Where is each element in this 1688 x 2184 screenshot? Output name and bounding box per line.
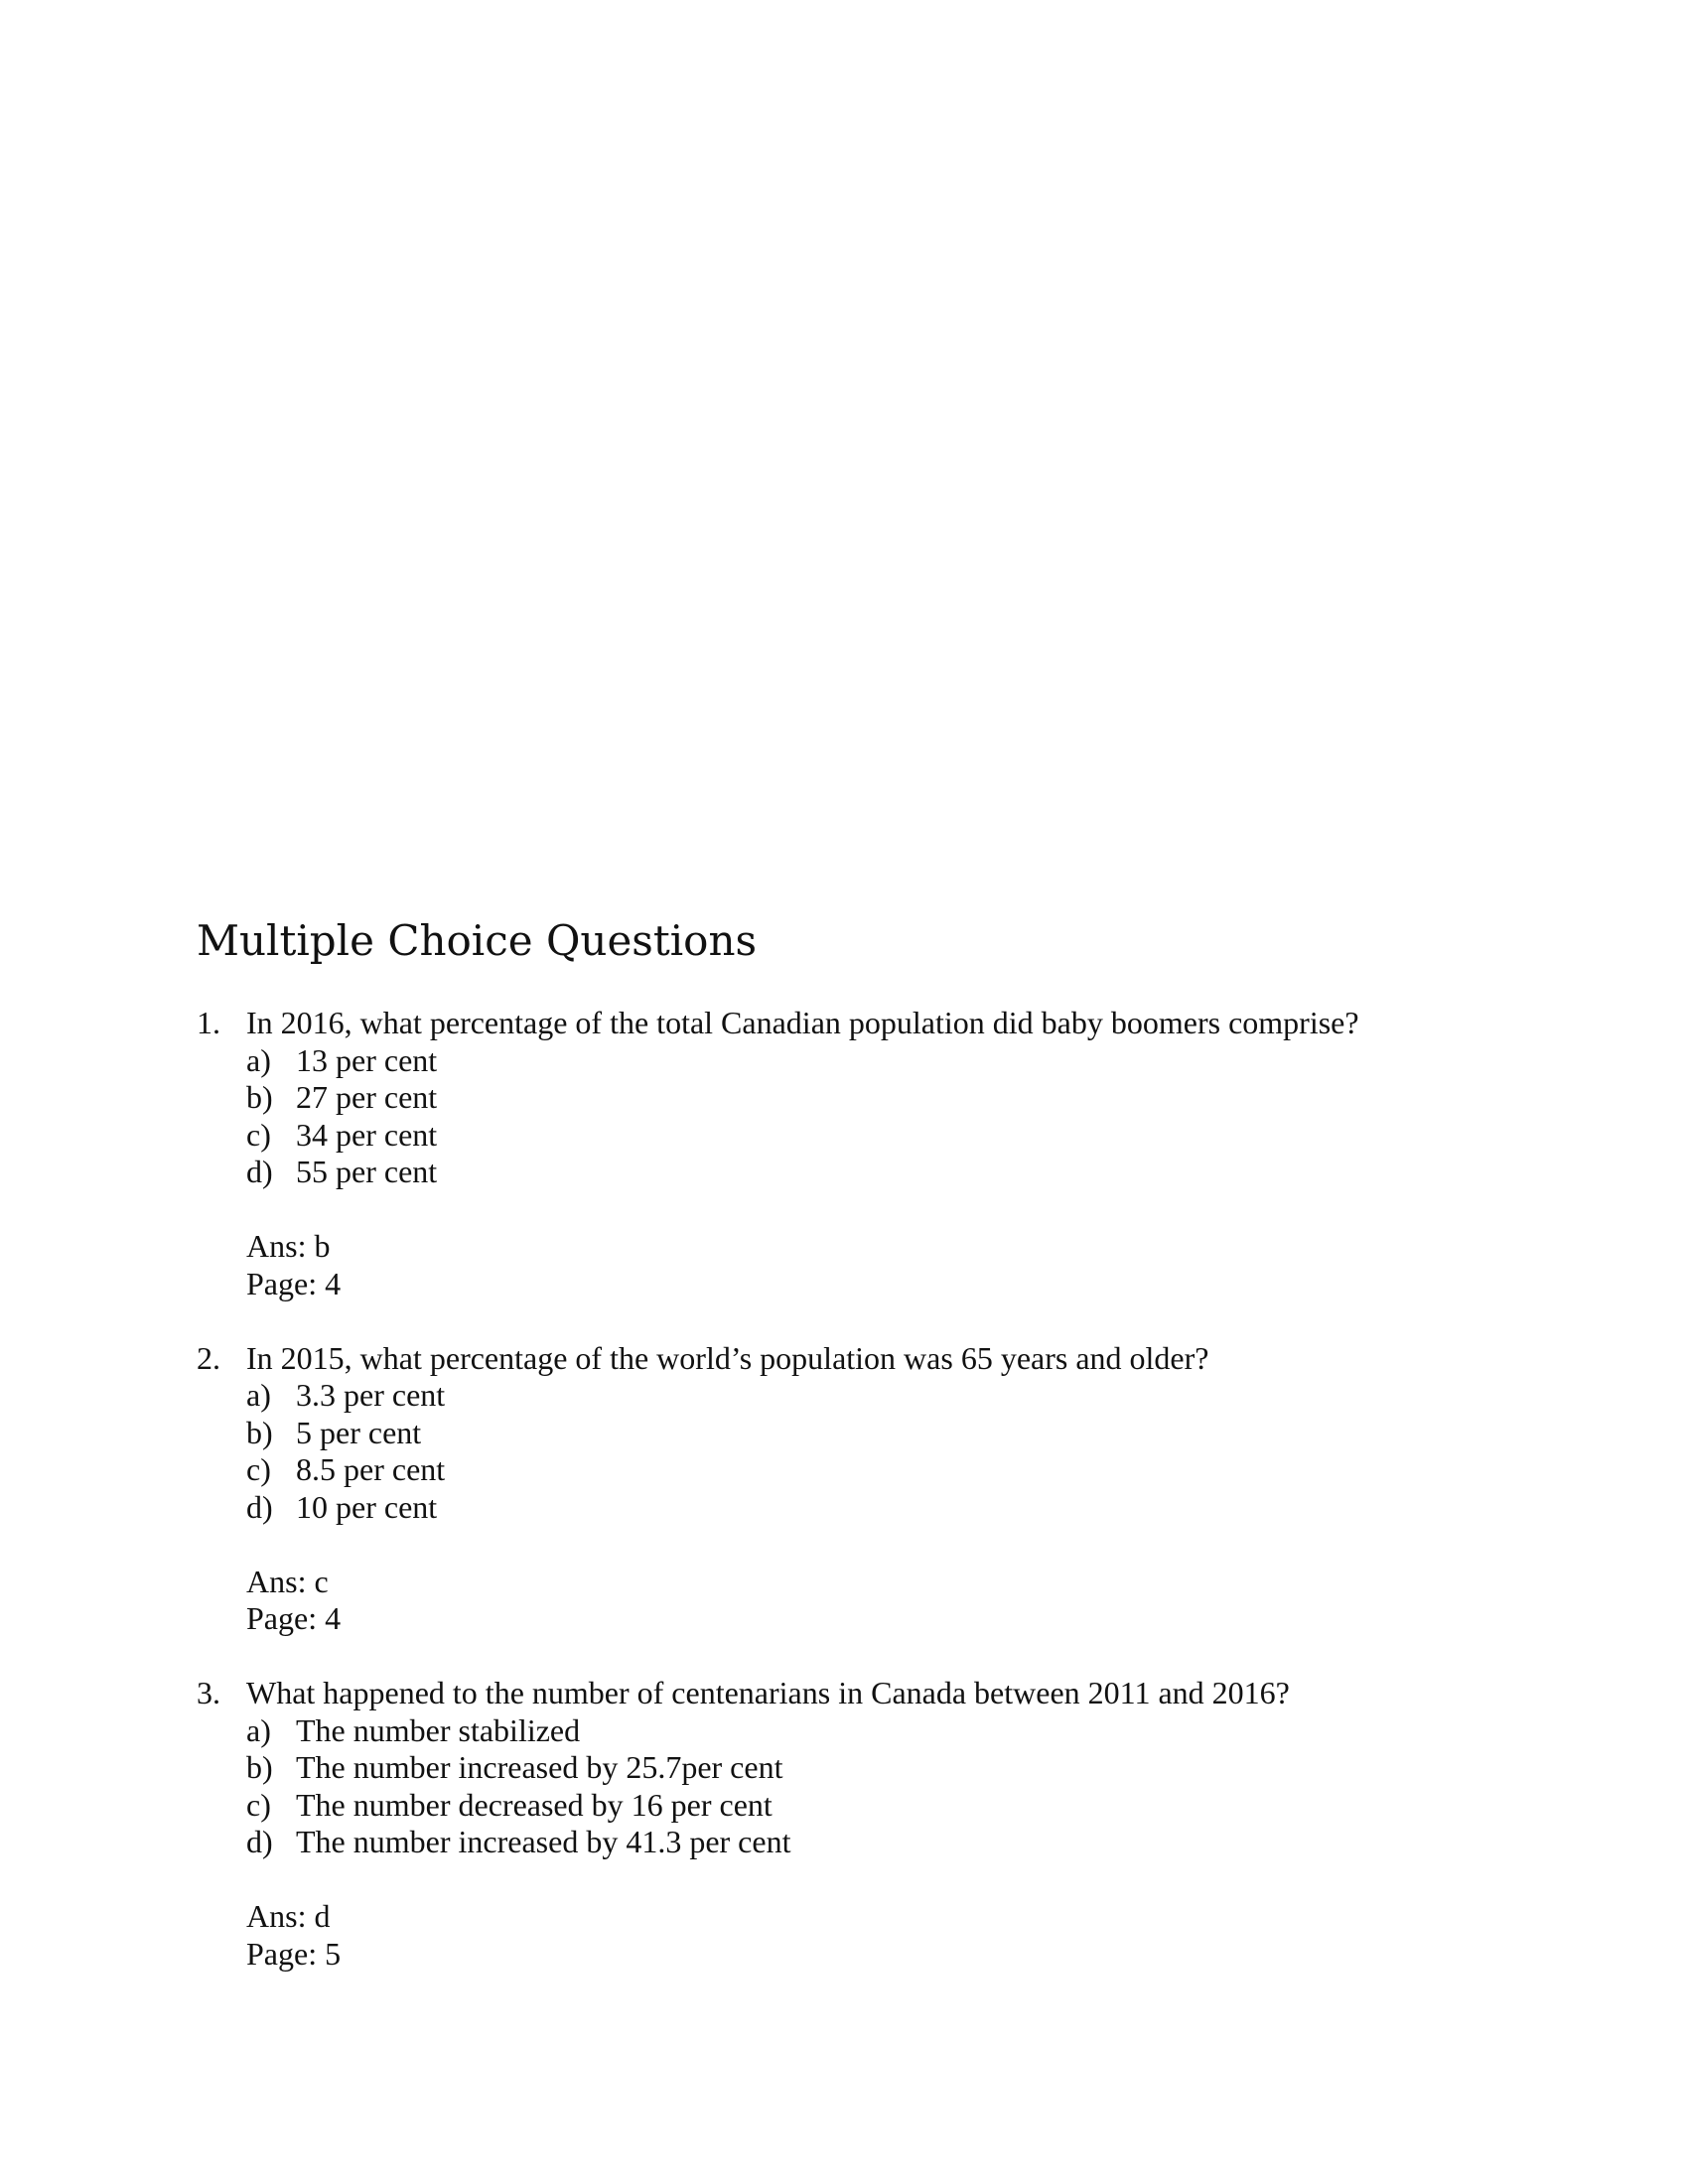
question-item <box>197 1005 1487 1302</box>
option-text: The number increased by 41.3 per cent <box>296 1824 791 1859</box>
option-item <box>246 1749 1487 1787</box>
option-item <box>246 1415 1487 1452</box>
option-text: 3.3 per cent <box>296 1377 446 1413</box>
option-letter: c) <box>246 1451 271 1487</box>
answer-block <box>197 1228 1487 1302</box>
option-item <box>246 1451 1487 1489</box>
option-letter: a) <box>246 1377 271 1413</box>
option-letter: b) <box>246 1079 273 1115</box>
option-text: 13 per cent <box>296 1041 438 1078</box>
section-heading: Multiple Choice Questions <box>197 916 758 965</box>
answer-block <box>197 1564 1487 1638</box>
option-letter: d) <box>246 1488 273 1525</box>
question-item <box>197 1340 1487 1638</box>
option-text: 8.5 per cent <box>296 1451 446 1487</box>
option-letter: a) <box>246 1041 271 1078</box>
option-text: 5 per cent <box>296 1414 422 1450</box>
option-list <box>197 1042 1487 1191</box>
page-reference: Page: 5 <box>246 1935 342 1972</box>
answer-key: Ans: d <box>246 1898 331 1934</box>
question-item <box>197 1675 1487 1973</box>
answer-key: Ans: b <box>246 1228 331 1264</box>
option-text: 55 per cent <box>296 1154 438 1189</box>
option-text: 10 per cent <box>296 1488 438 1525</box>
question-stem <box>197 1005 1487 1042</box>
option-item <box>246 1117 1487 1155</box>
option-letter: d) <box>246 1824 273 1859</box>
answer-block <box>197 1898 1487 1973</box>
question-text: In 2015, what percentage of the world’s population was 65 years and older? <box>246 1339 1209 1376</box>
option-letter: b) <box>246 1414 273 1450</box>
option-item <box>246 1042 1487 1080</box>
option-text: The number stabilized <box>296 1711 581 1748</box>
option-list <box>197 1712 1487 1861</box>
question-text: In 2016, what percentage of the total Canadian population did baby boomers comprise? <box>246 1005 1359 1040</box>
option-item <box>246 1824 1487 1861</box>
question-stem <box>197 1675 1487 1712</box>
page-reference: Page: 4 <box>246 1600 342 1636</box>
option-letter: b) <box>246 1749 273 1785</box>
option-item <box>246 1712 1487 1750</box>
answer-key: Ans: c <box>246 1563 329 1599</box>
question-number: 2. <box>197 1339 220 1376</box>
option-text: The number decreased by 16 per cent <box>296 1786 773 1823</box>
option-list <box>197 1377 1487 1526</box>
option-letter: d) <box>246 1154 273 1189</box>
option-text: 34 per cent <box>296 1116 438 1153</box>
option-letter: c) <box>246 1116 271 1153</box>
question-text: What happened to the number of centenarians in Canada between 2011 and 2016? <box>246 1675 1290 1710</box>
question-list <box>197 1005 1487 2010</box>
option-text: The number increased by 25.7per cent <box>296 1749 783 1785</box>
option-item <box>246 1377 1487 1415</box>
page-reference: Page: 4 <box>246 1265 342 1301</box>
option-item <box>246 1787 1487 1825</box>
question-number: 1. <box>197 1005 220 1040</box>
question-stem <box>197 1340 1487 1378</box>
option-item <box>246 1154 1487 1191</box>
question-number: 3. <box>197 1675 220 1710</box>
option-item <box>246 1079 1487 1117</box>
option-letter: a) <box>246 1711 271 1748</box>
option-letter: c) <box>246 1786 271 1823</box>
option-text: 27 per cent <box>296 1079 438 1115</box>
option-item <box>246 1489 1487 1527</box>
